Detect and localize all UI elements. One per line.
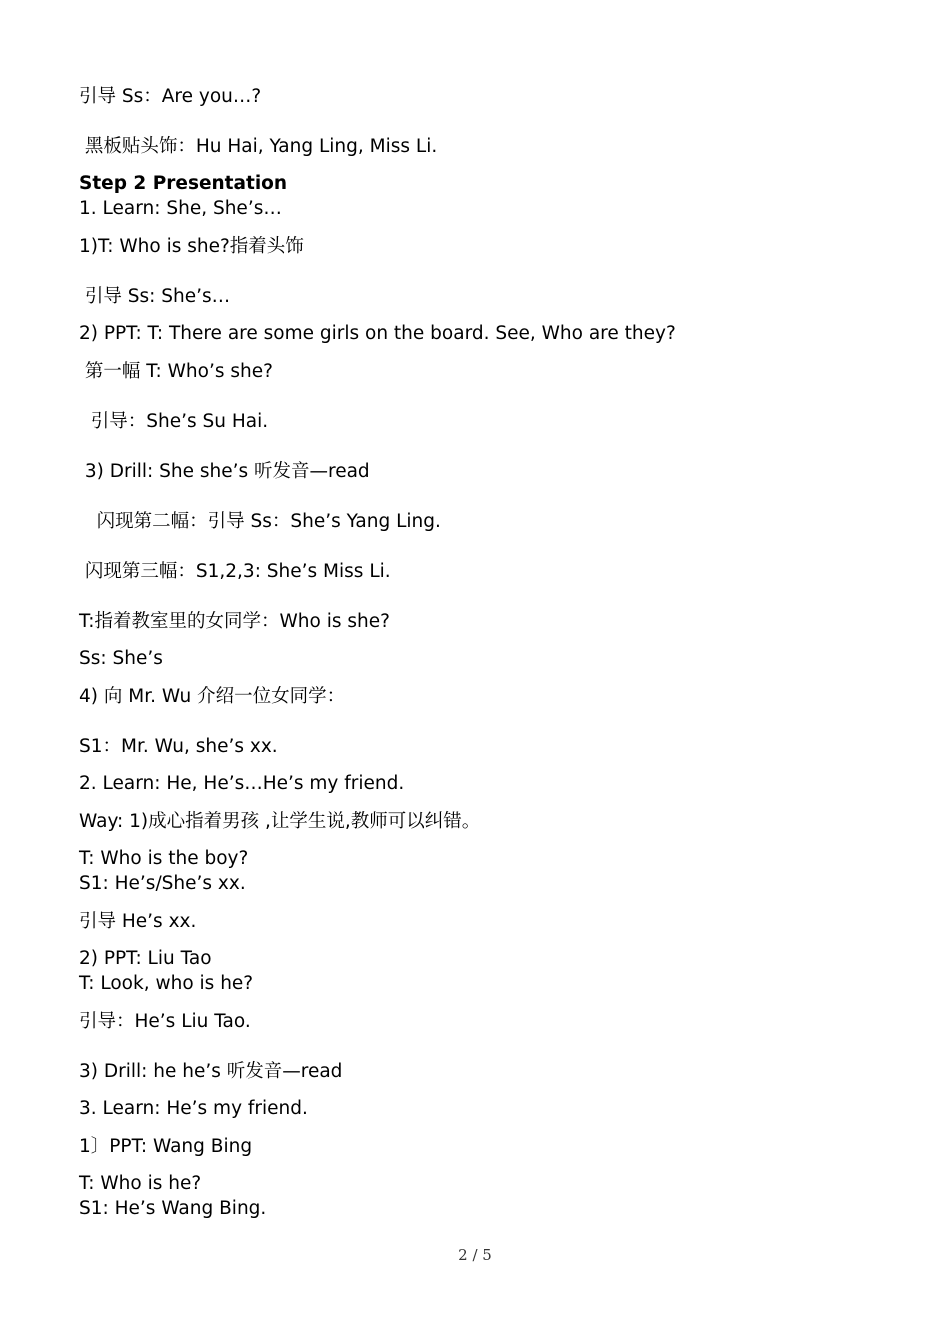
- text-line: 引导 He’s xx.: [79, 911, 197, 932]
- text-line: 1)T: Who is she?指着头饰: [79, 236, 304, 257]
- text-line: 第一幅 T: Who’s she?: [79, 361, 273, 382]
- section-heading: Step 2 Presentation: [79, 173, 288, 194]
- text-line: S1: He’s/She’s xx.: [79, 873, 246, 894]
- text-line: 引导：He’s Liu Tao.: [79, 1011, 251, 1032]
- text-line: 闪现第三幅：S1,2,3: She’s Miss Li.: [79, 561, 391, 582]
- text-line: 2) PPT: Liu Tao: [79, 948, 212, 969]
- text-line: 3) Drill: She she’s 听发音—read: [79, 461, 370, 482]
- text-line: Ss: She’s: [79, 648, 163, 669]
- text-line: 引导 Ss：Are you…?: [79, 86, 262, 107]
- page-number: 2 / 5: [458, 1246, 492, 1264]
- text-line: 引导：She’s Su Hai.: [79, 411, 269, 432]
- text-line: T: Who is the boy?: [79, 848, 249, 869]
- text-line: S1: He’s Wang Bing.: [79, 1198, 267, 1219]
- text-line: Way: 1)成心指着男孩 ,让学生说,教师可以纠错。: [79, 811, 481, 832]
- text-line: 引导 Ss: She’s…: [79, 286, 231, 307]
- text-line: T: Who is he?: [79, 1173, 202, 1194]
- text-line: 3. Learn: He’s my friend.: [79, 1098, 308, 1119]
- text-line: 2) PPT: T: There are some girls on the board. See, Who are they?: [79, 323, 676, 344]
- text-line: 闪现第二幅：引导 Ss：She’s Yang Ling.: [79, 511, 441, 532]
- text-line: S1：Mr. Wu, she’s xx.: [79, 736, 278, 757]
- text-line: 1〕PPT: Wang Bing: [79, 1136, 253, 1157]
- text-line: 2. Learn: He, He’s…He’s my friend.: [79, 773, 405, 794]
- text-line: T: Look, who is he?: [79, 973, 254, 994]
- text-line: 4) 向 Mr. Wu 介绍一位女同学：: [79, 686, 346, 707]
- text-line: 3) Drill: he he’s 听发音—read: [79, 1061, 343, 1082]
- text-line: 1. Learn: She, She’s…: [79, 198, 282, 219]
- text-line: 黑板贴头饰：Hu Hai, Yang Ling, Miss Li.: [79, 136, 438, 157]
- text-line: T:指着教室里的女同学：Who is she?: [79, 611, 390, 632]
